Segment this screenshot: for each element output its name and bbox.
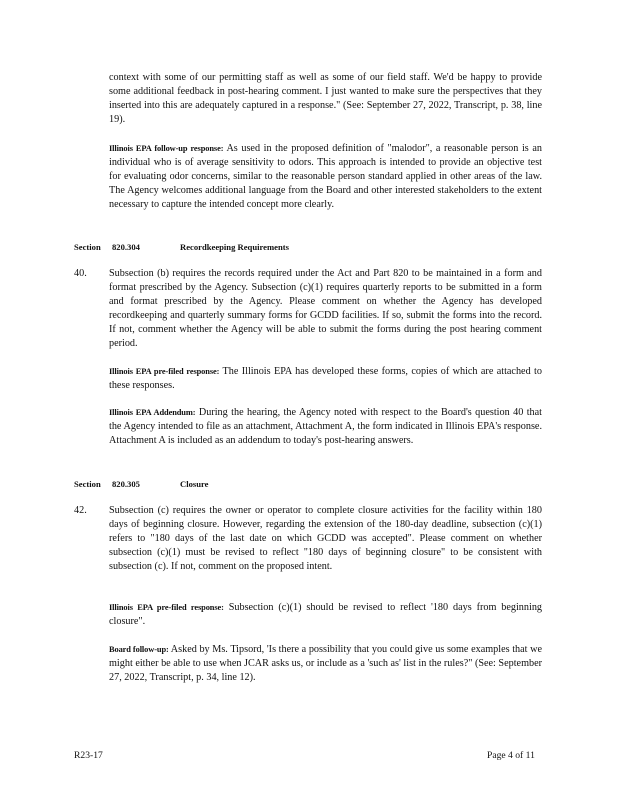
board-followup-paragraph	[109, 643, 542, 685]
followup-response-label: Illinois EPA follow-up response:	[109, 144, 224, 153]
addendum-text: During the hearing, the Agency noted with respect to the Board's question 40 that the Agency intended to file as an attachment, Attachment A, the form indicated in Illinois EPA's response. Attachment A is included as an addendum to today's post-hearing answers.	[109, 407, 542, 446]
question-number: 42.	[74, 505, 87, 516]
followup-response-paragraph	[109, 142, 542, 212]
prefiled-response-paragraph	[109, 365, 542, 393]
section-label: Section	[74, 479, 101, 489]
section-title: Recordkeeping Requirements	[180, 242, 289, 252]
prefiled-response-paragraph	[109, 601, 542, 629]
prefiled-response-text: Subsection (c)(1) should be revised to reflect '180 days from beginning closure".	[109, 602, 543, 627]
question-number: 40.	[74, 268, 87, 279]
footer-page-number: Page 4 of 11	[487, 750, 535, 761]
board-followup-text: Asked by Ms. Tipsord, 'Is there a possibility that you could give us some examples that we might either be able to use when JCAR asks us, or include as a 'such as' list in the rules?" (See: September 27, 2022, Transcript, p. 34, line 12).	[109, 644, 543, 683]
section-number: 820.304	[112, 242, 140, 252]
prefiled-response-label: Illinois EPA pre-filed response:	[109, 603, 224, 612]
footer-docket-number: R23-17	[74, 750, 103, 761]
question-text: Subsection (c) requires the owner or operator to complete closure activities for the facility within 180 days of beginning closure. However, regarding the extension of the 180-day deadline, subsection (c)(1) refers to "180 days of the last date on which GCDD was accepted". Please comment on whether subsection (c)(1) must be revised to reflect "180 days of beginning closure" to be consistent with subsection (c). If not, comment on the proposed intent.	[109, 505, 542, 572]
prefiled-response-label: Illinois EPA pre-filed response:	[109, 367, 220, 376]
context-paragraph: context with some of our permitting staff as well as some of our field staff. We'd be happy to provide some additional feedback in post-hearing comment. I just wanted to make sure the perspectives that they inserted into this are adequately captured in a response." (See: September 27, 2022, Transcript, p. 38, line 19).	[109, 72, 542, 125]
addendum-label: Illinois EPA Addendum:	[109, 408, 196, 417]
section-label: Section	[74, 242, 101, 252]
board-followup-label: Board follow-up:	[109, 645, 169, 654]
followup-response-text: As used in the proposed definition of "malodor", a reasonable person is an individual who is of average sensitivity to odors. This approach is intended to provide an objective test for evaluating odor concerns, similar to the reasonable person standard applied in other areas of the law. The Agency welcomes additional language from the Board and other interested stakeholders to the extent necessary to capture the intended concept more clearly.	[109, 143, 542, 210]
section-title: Closure	[180, 479, 209, 489]
question-text: Subsection (b) requires the records required under the Act and Part 820 to be maintained in a form and format prescribed by the Agency. Subsection (c)(1) requires quarterly reports to be submitted in a form and format prescribed by the Agency. Please comment on whether the Agency has developed recordkeeping and quarterly summary forms for GCDD facilities. If so, submit the forms into the record. If not, comment whether the Agency will be able to submit the forms during the post hearing comment period.	[109, 268, 542, 349]
prefiled-response-text: The Illinois EPA has developed these forms, copies of which are attached to these responses.	[109, 366, 542, 391]
addendum-paragraph	[109, 406, 542, 448]
section-number: 820.305	[112, 479, 140, 489]
